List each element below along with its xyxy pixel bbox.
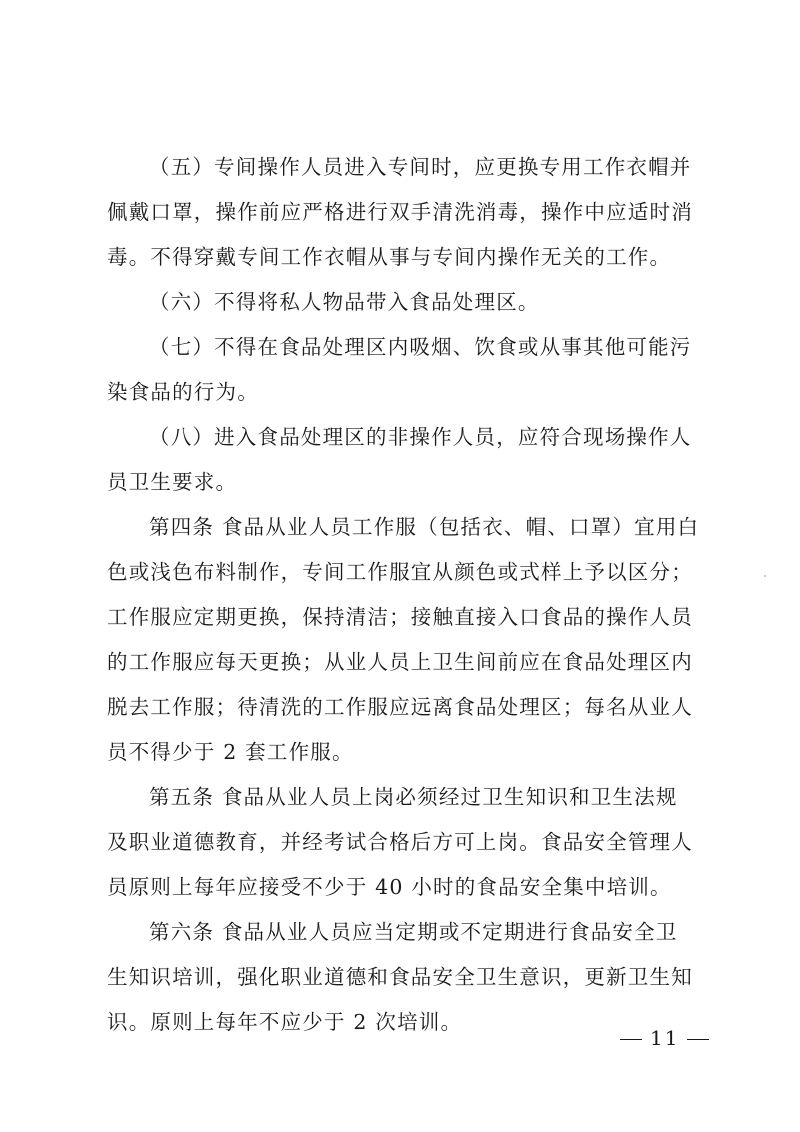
text-line: 脱去工作服；待清洗的工作服应远离食品处理区；每名从业人 [107, 695, 693, 719]
paragraph-article-5 [107, 775, 695, 910]
paragraph-item-8 [107, 415, 695, 505]
text-line: 色或浅色布料制作，专间工作服宜从颜色或式样上予以区分； [107, 560, 693, 584]
text-line: 的工作服应每天更换；从业人员上卫生间前应在食品处理区内 [107, 650, 693, 674]
paragraph-item-7 [107, 325, 695, 415]
paragraph-item-6 [107, 280, 695, 325]
scan-speck [764, 575, 766, 577]
text-line: 工作服应定期更换，保持清洁；接触直接入口食品的操作人员 [107, 605, 693, 629]
paragraph-item-5 [107, 145, 695, 280]
page-number-value: 11 [650, 1026, 680, 1050]
paragraph-article-6 [107, 910, 695, 1045]
text-line: 染食品的行为。 [107, 380, 259, 404]
text-line: 第六条 食品从业人员应当定期或不定期进行食品安全卫 [149, 920, 678, 944]
text-line: 员卫生要求。 [107, 470, 238, 494]
text-line: 识。原则上每年不应少于 2 次培训。 [107, 1010, 463, 1034]
text-line: （五）专间操作人员进入专间时，应更换专用工作衣帽并 [149, 155, 692, 179]
text-line: 员不得少于 2 套工作服。 [107, 740, 354, 764]
text-line: （六）不得将私人物品带入食品处理区。 [149, 290, 540, 314]
page-number [612, 1023, 717, 1053]
text-line: 毒。不得穿戴专间工作衣帽从事与专间内操作无关的工作。 [107, 245, 672, 269]
text-line: 及职业道德教育，并经考试合格后方可上岗。食品安全管理人 [107, 830, 693, 854]
paragraph-article-4 [107, 505, 700, 775]
text-line: （七）不得在食品处理区内吸烟、饮食或从事其他可能污 [149, 335, 692, 359]
text-line: 生知识培训，强化职业道德和食品安全卫生意识，更新卫生知 [107, 965, 693, 989]
text-line: 佩戴口罩，操作前应严格进行双手清洗消毒，操作中应适时消 [107, 200, 693, 224]
page-number-dash-left [620, 1039, 642, 1040]
text-line: 员原则上每年应接受不少于 40 小时的食品安全集中培训。 [107, 875, 672, 899]
page-number-dash-right [687, 1039, 709, 1040]
document-body [107, 145, 700, 1045]
text-line: 第四条 食品从业人员工作服（包括衣、帽、口罩）宜用白 [149, 515, 700, 539]
text-line: 第五条 食品从业人员上岗必须经过卫生知识和卫生法规 [149, 785, 678, 809]
text-line: （八）进入食品处理区的非操作人员，应符合现场操作人 [149, 425, 692, 449]
